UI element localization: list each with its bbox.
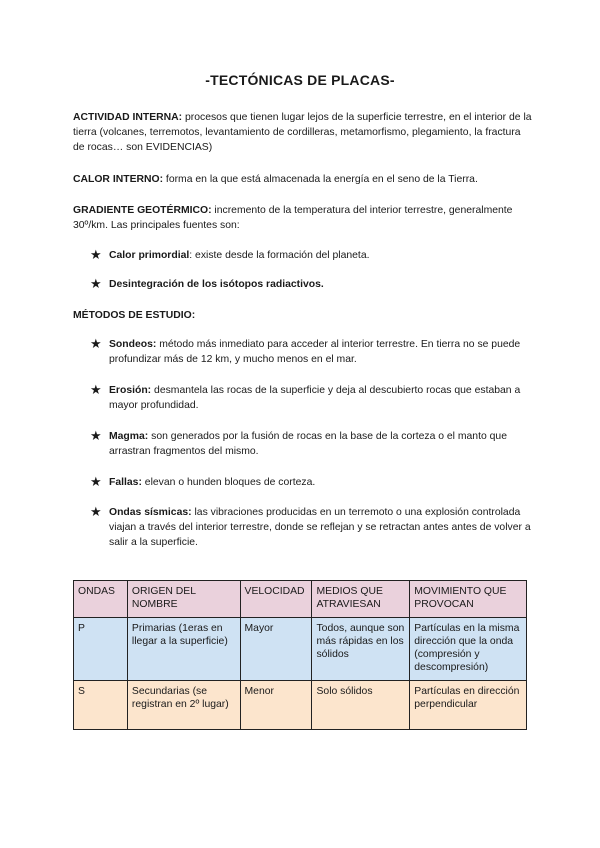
metodo-text: son generados por la fusión de rocas en la base de la corteza o el manto que arrastran fragmentos del mismo. <box>109 431 507 457</box>
table-cell: Todos, aunque son más rápidas en los sólidos <box>312 618 410 681</box>
fuente-term: Calor primordial <box>109 250 190 261</box>
metodos-heading: MÉTODOS DE ESTUDIO: <box>73 310 196 321</box>
table-header-cell: ONDAS <box>74 581 128 618</box>
metodo-text: elevan o hunden bloques de corteza. <box>141 477 316 488</box>
table-cell: Partículas en dirección perpendicular <box>410 681 527 730</box>
actividad-interna-term: ACTIVIDAD INTERNA: <box>73 112 183 123</box>
metodo-text: método más inmediato para acceder al interior terrestre. En tierra no se puede profundizar más de 12 km, y mucho menos en el mar. <box>109 339 521 365</box>
table-cell: S <box>74 681 128 730</box>
metodo-term: Sondeos: <box>109 339 157 350</box>
table-header-row <box>74 581 527 618</box>
metodo-item <box>90 383 549 413</box>
star-bullet-icon: ★ <box>90 504 102 519</box>
fuente-term: Desintegración de los isótopos radiactivos. <box>109 279 324 290</box>
star-bullet-icon: ★ <box>90 474 102 489</box>
metodo-term: Erosión: <box>109 385 152 396</box>
calor-interno-text: forma en la que está almacenada la energía en el seno de la Tierra. <box>163 174 478 185</box>
table-cell: Secundarias (se registran en 2º lugar) <box>127 681 240 730</box>
star-bullet-icon: ★ <box>90 336 102 351</box>
table-header-cell: VELOCIDAD <box>240 581 312 618</box>
ondas-table <box>73 580 527 730</box>
actividad-interna-text: procesos que tienen lugar lejos de la superficie terrestre, en el interior de la tierra (volcanes, terremotos, levantamiento de cordilleras, metamorfismo, plegamiento, la fractura de rocas… son EVIDENCIAS) <box>73 112 532 153</box>
metodo-text: las vibraciones producidas en un terremoto o una explosión controlada viajan a través del interior terrestre, donde se reflejan y se retractan antes antes de volver a salir a la superficie. <box>109 507 531 548</box>
table-header-cell: MOVIMIENTO QUE PROVOCAN <box>410 581 527 618</box>
metodo-text: desmantela las rocas de la superficie y deja al descubierto rocas que estaban a mayor profundidad. <box>109 385 521 411</box>
fuente-text: : existe desde la formación del planeta. <box>189 250 370 261</box>
metodo-item <box>90 337 549 367</box>
metodo-item <box>90 505 549 550</box>
fuente-item <box>90 277 549 292</box>
page-title: -TECTÓNICAS DE PLACAS- <box>205 72 395 88</box>
table-cell: Primarias (1eras en llegar a la superficie) <box>127 618 240 681</box>
fuente-item <box>90 248 549 263</box>
star-bullet-icon: ★ <box>90 382 102 397</box>
metodo-term: Fallas: <box>109 477 142 488</box>
gradiente-paragraph <box>73 203 533 233</box>
actividad-interna-paragraph <box>73 110 533 155</box>
gradiente-text: incremento de la temperatura del interior terrestre, generalmente 30º/km. Las principales fuentes son: <box>73 205 513 231</box>
metodo-item <box>90 475 549 490</box>
star-bullet-icon: ★ <box>90 428 102 443</box>
star-bullet-icon: ★ <box>90 247 102 262</box>
table-header-cell: MEDIOS QUE ATRAVIESAN <box>312 581 410 618</box>
gradiente-term: GRADIENTE GEOTÉRMICO: <box>73 205 212 216</box>
table-header-cell: ORIGEN DEL NOMBRE <box>127 581 240 618</box>
table-cell: Partículas en la misma dirección que la onda (compresión y descompresión) <box>410 618 527 681</box>
table-cell: Solo sólidos <box>312 681 410 730</box>
table-row <box>74 618 527 681</box>
metodo-item <box>90 429 549 459</box>
metodo-term: Ondas sísmicas: <box>109 507 192 518</box>
calor-interno-term: CALOR INTERNO: <box>73 174 164 185</box>
table-row <box>74 681 527 730</box>
table-cell: P <box>74 618 128 681</box>
metodo-term: Magma: <box>109 431 149 442</box>
table-cell: Mayor <box>240 618 312 681</box>
star-bullet-icon: ★ <box>90 276 102 291</box>
calor-interno-paragraph <box>73 172 533 187</box>
table-cell: Menor <box>240 681 312 730</box>
